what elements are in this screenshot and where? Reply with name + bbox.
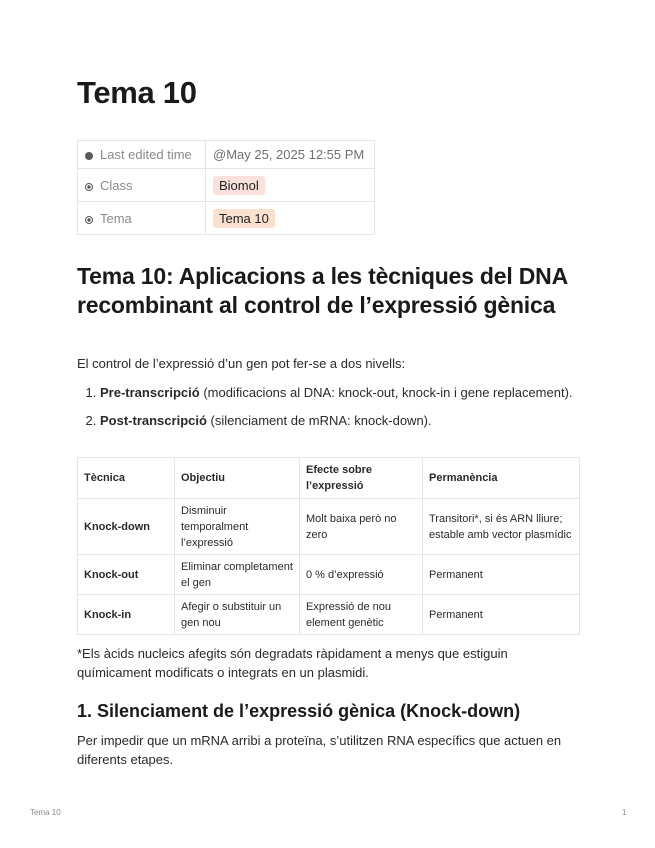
property-key [78,141,206,169]
table-cell: Knock-in [78,595,175,635]
table-row [78,595,580,635]
column-header: Tècnica [78,458,175,499]
property-value: @May 25, 2025 12:55 PM [206,141,375,169]
tema-tag[interactable]: Tema 10 [213,209,275,228]
intro-paragraph: El control de l’expressió d’un gen pot fer-se a dos nivells: [77,356,406,371]
property-row [78,141,375,169]
levels-list [77,383,580,439]
subsection-paragraph: Per impedir que un mRNA arribi a proteïna, s’utilitzen RNA específics que actuen en diferents etapes. [77,733,562,767]
table-header-row [78,458,580,499]
footer-title: Tema 10 [30,808,61,817]
property-key-label: Last edited time [100,147,192,162]
column-header: Efecte sobre l’expressió [300,458,423,499]
page-number: 1 [622,808,627,817]
table-cell: Permanent [423,555,580,595]
list-item-bold: Post-transcripció [100,413,207,428]
property-row [78,169,375,202]
property-key-label: Tema [100,210,132,226]
class-tag[interactable]: Biomol [213,176,265,195]
property-key [78,169,206,202]
column-header: Objectiu [175,458,300,499]
table-cell: Molt baixa però no zero [300,499,423,555]
target-icon [85,183,93,191]
property-key-label: Class [100,177,133,193]
table-cell: Afegir o substituir un gen nou [175,595,300,635]
list-item [100,383,580,402]
subsection-heading: 1. Silenciament de l’expressió gènica (Knock-down) [77,701,521,721]
property-value [206,202,375,235]
clock-icon [85,152,93,160]
table-cell: Expressió de nou element genètic [300,595,423,635]
list-item-bold: Pre-transcripció [100,385,200,400]
table-cell: Knock-down [78,499,175,555]
table-cell: Permanent [423,595,580,635]
section-heading: Tema 10: Aplicacions a les tècniques del DNA recombinant al control de l’expressió gènica [77,263,568,318]
property-value [206,169,375,202]
list-item-text: (modificacions al DNA: knock-out, knock-in i gene replacement). [199,385,573,400]
list-item-text: (silenciament de mRNA: knock-down). [206,413,432,428]
table-cell: Eliminar completament el gen [175,555,300,595]
table-row [78,555,580,595]
list-item [100,411,580,430]
property-key [78,202,206,235]
footnote: *Els àcids nucleics afegits són degradats ràpidament a menys que estiguin químicament modificats o integrats en un plasmidi. [77,646,508,680]
properties-table [77,140,375,235]
table-cell: Knock-out [78,555,175,595]
techniques-table [77,457,580,635]
table-cell: 0 % d’expressió [300,555,423,595]
page-title: Tema 10 [77,75,197,110]
property-row [78,202,375,235]
target-icon [85,216,93,224]
table-cell: Transitori*, si és ARN lliure; estable amb vector plasmídic [423,499,580,555]
column-header: Permanència [423,458,580,499]
table-row [78,499,580,555]
table-cell: Disminuir temporalment l’expressió [175,499,300,555]
